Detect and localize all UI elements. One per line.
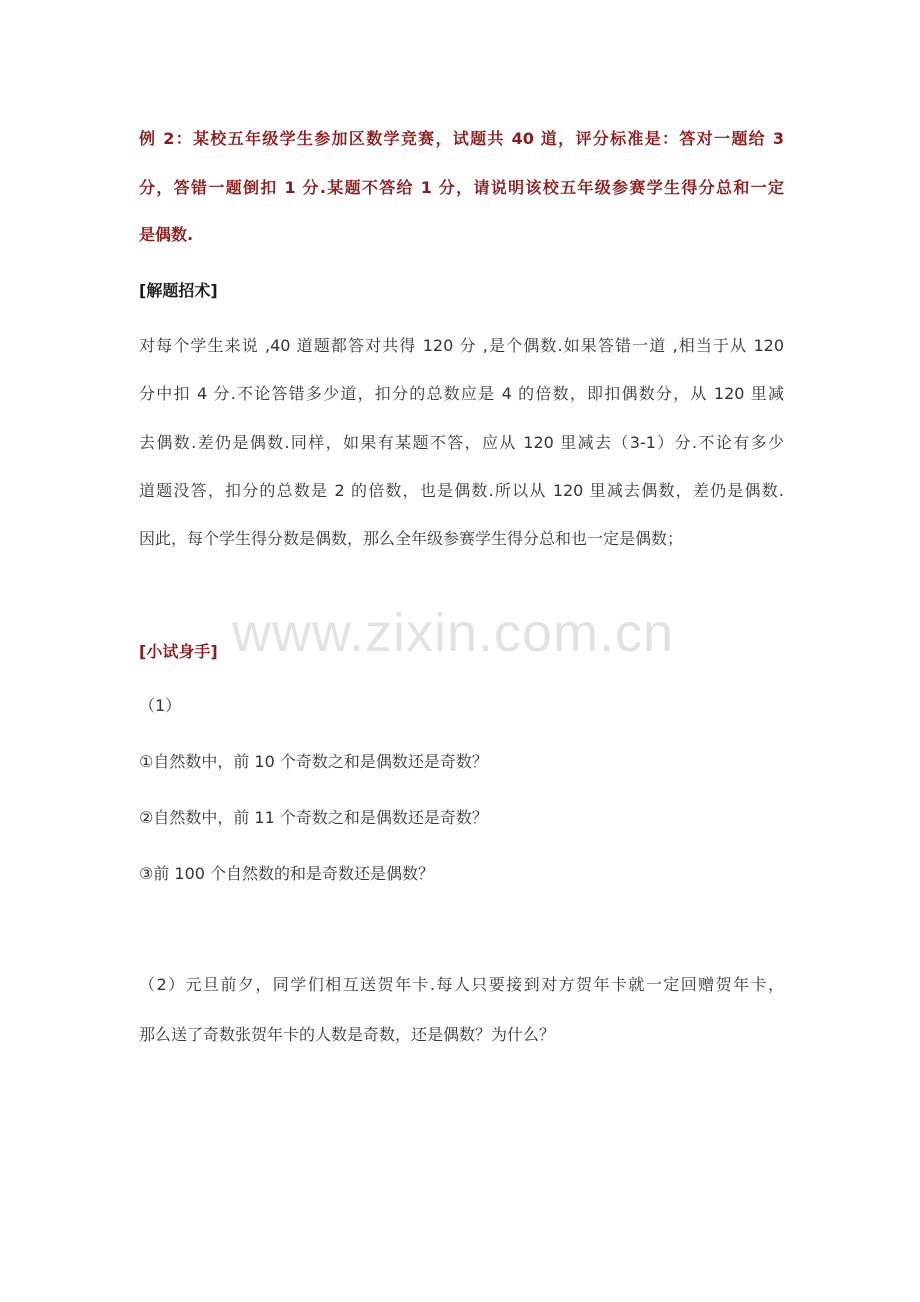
solution-heading: [解题招术] — [139, 281, 218, 300]
watermark: www.zixin.com.cn — [232, 603, 675, 663]
example-line-1: 例 2：某校五年级学生参加区数学竞赛，试题共 40 道，评分标准是：答对一题给 3 — [139, 129, 784, 148]
practice-part2-line-1: （2）元旦前夕，同学们相互送贺年卡.每人只要接到对方贺年卡就一定回赠贺年卡， — [139, 975, 784, 994]
practice-question-2: ②自然数中，前 11 个奇数之和是偶数还是奇数？ — [139, 808, 488, 827]
practice-part2-line-2: 那么送了奇数张贺年卡的人数是奇数，还是偶数？为什么？ — [139, 1025, 556, 1044]
solution-line-1: 对每个学生来说 ,40 道题都答对共得 120 分 ,是个偶数.如果答错一道 ,相当于从 120 — [139, 336, 784, 355]
solution-line-3: 去偶数.差仍是偶数.同样，如果有某题不答，应从 120 里减去（3-1）分.不论有多少 — [139, 433, 784, 452]
practice-heading: [小试身手] — [139, 642, 218, 661]
example-line-2: 分，答错一题倒扣 1 分.某题不答给 1 分，请说明该校五年级参赛学生得分总和一定 — [139, 178, 784, 197]
example-line-3: 是偶数. — [139, 225, 194, 244]
practice-part1-label: （1） — [139, 696, 182, 715]
solution-line-4: 道题没答，扣分的总数是 2 的倍数，也是偶数.所以从 120 里减去偶数，差仍是偶数. — [139, 481, 784, 500]
solution-line-5: 因此，每个学生得分数是偶数，那么全年级参赛学生得分总和也一定是偶数； — [139, 529, 684, 548]
solution-line-2: 分中扣 4 分.不论答错多少道，扣分的总数应是 4 的倍数，即扣偶数分，从 120 里减 — [139, 384, 784, 403]
practice-question-1: ①自然数中，前 10 个奇数之和是偶数还是奇数？ — [139, 752, 488, 771]
practice-question-3: ③前 100 个自然数的和是奇数还是偶数？ — [139, 864, 435, 883]
